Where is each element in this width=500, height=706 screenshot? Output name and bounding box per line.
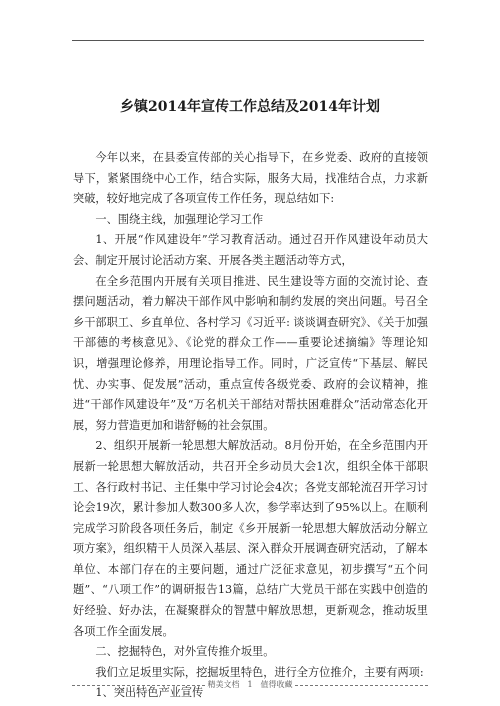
footer-tagline: 值得收藏 <box>260 680 293 689</box>
footer-dash-right <box>295 685 428 686</box>
subheading-2-1: 1、突出特色产业宣传 <box>95 686 204 700</box>
section-heading-1: 一、围绕主线，加强理论学习工作 <box>95 212 264 226</box>
footer-page-number: 1 <box>247 680 253 689</box>
header-rule <box>72 40 424 41</box>
paragraph-intro: 今年以来，在县委宣传部的关心指导下，在乡党委、政府的直接领导下，紧紧围绕中心工作，结合实际，服务大局，找准结合点，力求新突破，较好地完成了各项宣传工作任务，现总结如下: <box>73 151 428 206</box>
page-footer <box>70 680 430 690</box>
footer-label: 精美文档 <box>207 680 240 689</box>
document-body <box>73 148 428 704</box>
paragraph-section-2-intro: 我们立足坂里实际，挖掘坂里特色，进行全方位推介，主要有两项: <box>95 665 424 679</box>
footer-dash-left <box>72 685 205 686</box>
paragraph-item-1: 1、开展“作风建设年”学习教育活动。通过召开作风建设年动员大会、制定开展讨论活动方案、开展各类主题活动等方式， <box>73 233 428 267</box>
document-title: 乡镇2014年宣传工作总结及2014年计划 <box>120 99 380 115</box>
section-heading-2: 二、挖掘特色，对外宣传推介坂里。 <box>95 645 275 659</box>
paragraph-item-2: 2、组织开展新一轮思想大解放活动。8月份开始，在全乡范围内开展新一轮思想大解放活动，共召开全乡动员大会1次，组织全体干部职工、各行政村书记、主任集中学习讨论会4次；各党支部轮流召开学习讨论会19次，累计参加人数300多人次，参学率达到了95%以上。在顺利完成学习阶段各项任务后，制定《乡开展新一轮思想大解放活动分解立项方案》，组织精干人员深入基层、深入群众开展调查研究活动，了解本单位、本部门存在的主要问题，通过广泛征求意见，初步撰写“五个问题”、“八项工作”的调研报告13篇，总结广大党员干部在实践中创造的好经验、好办法，在凝聚群众的智慧中解放思想，更新观念，推动坂里各项工作全面发展。 <box>73 439 428 638</box>
paragraph-item-1-detail: 在全乡范围内开展有关项目推进、民生建设等方面的交流讨论、查摆问题活动，着力解决干部作风中影响和制约发展的突出问题。号召全乡干部职工、乡直单位、各村学习《习近平: 谈谈调查研究》、《关于加强干部德的考核意见》、《论党的群众工作——重要论述摘编》等理论知识，增强理论修养，用理论指导工作。同时，广泛宣传“下基层、解民忧、办实事、促发展”活动，重点宣传各级党委、政府的会议精神，推进“干部作风建设年”及“万名机关干部结对帮扶困难群众”活动常态化开展，努力营造更加和谐舒畅的社会氛围。 <box>73 274 428 432</box>
